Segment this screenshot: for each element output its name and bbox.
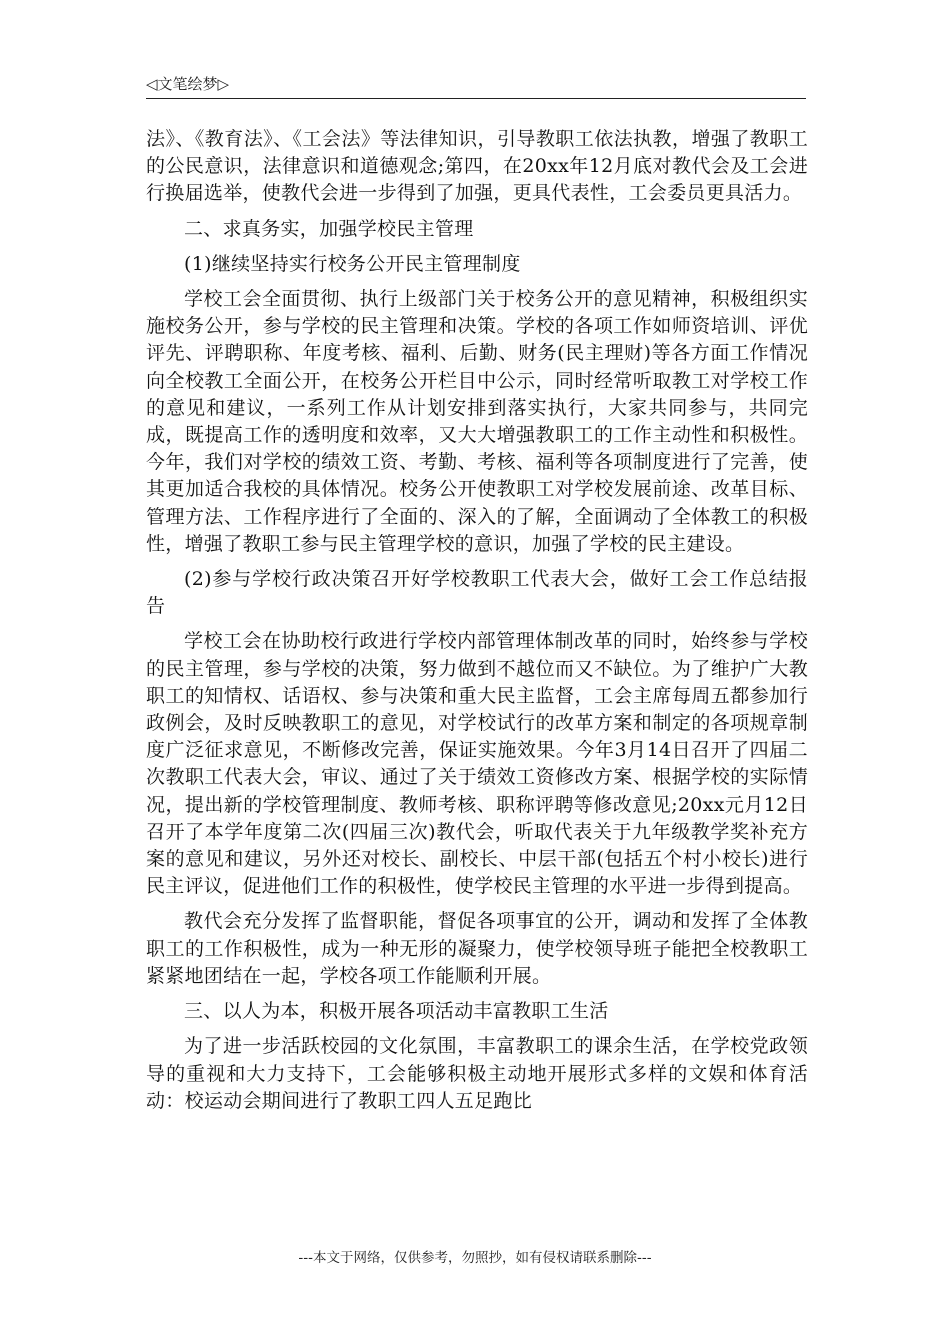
- header-title: ◁文笔绘梦▷: [146, 75, 230, 93]
- footer-disclaimer: ---本文于网络，仅供参考，勿照抄，如有侵权请联系删除---: [298, 1250, 652, 1266]
- page-footer: [0, 1246, 950, 1266]
- page-header: [146, 72, 806, 99]
- section-heading-3: 三、以人为本，积极开展各项活动丰富教职工生活: [184, 1000, 609, 1023]
- paragraph-congress: 学校工会在协助校行政进行学校内部管理体制改革的同时，始终参与学校的民主管理，参与学校的决策，努力做到不越位而又不缺位。为了维护广大教职工的知情权、话语权、参与决策和重大民主监督，工会主席每周五都参加行政例会，及时反映教职工的意见，对学校试行的改革方案和制定的各项规章制度广泛征求意见，不断修改完善，保证实施效果。今年3月14日召开了四届二次教职工代表大会，审议、通过了关于绩效工资修改方案、根据学校的实际情况，提出新的学校管理制度、教师考核、职称评聘等修改意见;20xx元月12日召开了本学年度第二次(四届三次)教代会，听取代表关于九年级教学奖补充方案的意见和建议，另外还对校长、副校长、中层干部(包括五个村小校长)进行民主评议，促进他们工作的积极性，使学校民主管理的水平进一步得到提高。: [146, 630, 808, 898]
- paragraph-continuation: 法》、《教育法》、《工会法》等法律知识，引导教职工依法执教，增强了教职工的公民意识，法律意识和道德观念;第四，在20xx年12月底对教代会及工会进行换届选举，使教代会进一步得到了加强，更具代表性，工会委员更具活力。: [146, 128, 808, 205]
- subsection-heading-1: (1)继续坚持实行校务公开民主管理制度: [184, 252, 521, 275]
- paragraph-supervision: 教代会充分发挥了监督职能，督促各项事宜的公开，调动和发挥了全体教职工的工作积极性，成为一种无形的凝聚力，使学校领导班子能把全校教职工紧紧地团结在一起，学校各项工作能顺利开展。: [146, 910, 808, 987]
- document-body: [146, 126, 808, 1115]
- paragraph-activities: 为了进一步活跃校园的文化氛围，丰富教职工的课余生活，在学校党政领导的重视和大力支持下，工会能够积极主动地开展形式多样的文娱和体育活动：校运动会期间进行了教职工四人五足跑比: [146, 1035, 808, 1112]
- subsection-heading-2: (2)参与学校行政决策召开好学校教职工代表大会，做好工会工作总结报告: [146, 568, 808, 618]
- paragraph-disclosure: 学校工会全面贯彻、执行上级部门关于校务公开的意见精神，积极组织实施校务公开，参与学校的民主管理和决策。学校的各项工作如师资培训、评优评先、评聘职称、年度考核、福利、后勤、财务(民主理财)等各方面工作情况向全校教工全面公开，在校务公开栏目中公示，同时经常听取教工对学校工作的意见和建议，一系列工作从计划安排到落实执行，大家共同参与，共同完成，既提高工作的透明度和效率，又大大增强教职工的工作主动性和积极性。今年，我们对学校的绩效工资、考勤、考核、福利等各项制度进行了完善，使其更加适合我校的具体情况。校务公开使教职工对学校发展前途、改革目标、管理方法、工作程序进行了全面的、深入的了解，全面调动了全体教工的积极性，增强了教职工参与民主管理学校的意识，加强了学校的民主建设。: [146, 288, 808, 555]
- section-heading-2: 二、求真务实，加强学校民主管理: [184, 217, 474, 240]
